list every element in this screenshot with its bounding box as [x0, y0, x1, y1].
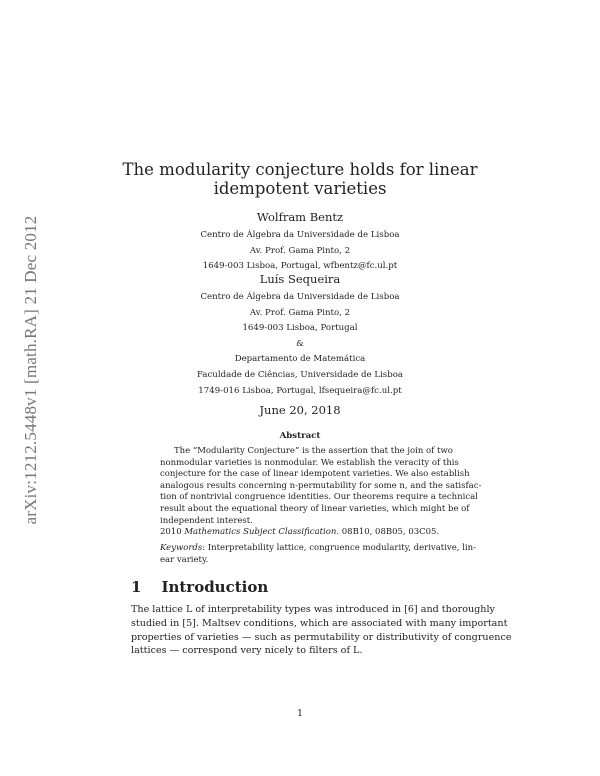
- author-affiliation: [0, 228, 600, 275]
- section-heading: [131, 578, 268, 596]
- abstract-line: The “Modularity Conjecture” is the assertion that the join of two: [174, 446, 453, 456]
- affiliation-line: Faculdade de Ciências, Universidade de Lisboa: [196, 369, 404, 380]
- affiliation-line: Centro de Álgebra da Universidade de Lisboa: [200, 230, 400, 240]
- affiliation-line: 1649-003 Lisboa, Portugal, wfbentz@fc.ul.pt: [202, 261, 398, 271]
- msc-year: 2010: [160, 527, 182, 537]
- affiliation-line: 1649-003 Lisboa, Portugal: [242, 323, 358, 334]
- body-line: studied in [5]. Maltsev conditions, which are associated with many important: [131, 617, 508, 629]
- affiliation-line: &: [296, 338, 304, 349]
- affiliation-line: Av. Prof. Gama Pinto, 2: [249, 307, 351, 318]
- affiliation-line: 1749-016 Lisboa, Portugal, lfsequeira@fc.ul.pt: [198, 385, 402, 396]
- abstract-line: independent interest.: [160, 515, 253, 526]
- abstract-line: result about the equational theory of linear varieties, which might be of: [160, 503, 470, 514]
- keywords-line: ear variety.: [160, 554, 209, 565]
- paper-date: June 20, 2018: [259, 403, 341, 417]
- title-line: The modularity conjecture holds for linear: [122, 160, 478, 179]
- keywords: [160, 543, 476, 566]
- section-title: Introduction: [161, 578, 269, 596]
- title-line: idempotent varieties: [213, 179, 387, 198]
- msc-label: Mathematics Subject Classification.: [184, 527, 340, 537]
- body-line: The lattice L of interpretability types was introduced in [6] and thoroughly: [131, 604, 495, 615]
- page-number: 1: [296, 708, 304, 719]
- author-name: Luís Sequeira: [259, 272, 341, 286]
- arxiv-side-label: arXiv:1212.5448v1 [math.RA] 21 Dec 2012: [21, 215, 40, 525]
- abstract-text: [160, 446, 482, 527]
- affiliation-line: Departamento de Matemática: [234, 354, 366, 365]
- abstract-line: nonmodular varieties is nonmodular. We establish the veracity of this: [160, 457, 459, 468]
- abstract-line: analogous results concerning n-permutability for some n, and the satisfac-: [160, 480, 482, 491]
- author-name: Wolfram Bentz: [256, 210, 344, 224]
- msc-classification: [160, 527, 448, 539]
- abstract-heading: Abstract: [279, 431, 321, 441]
- affiliation-line: Av. Prof. Gama Pinto, 2: [249, 245, 351, 256]
- author-affiliation: [0, 290, 600, 399]
- keywords-label: Keywords: [160, 543, 203, 553]
- paper-title: [0, 160, 600, 198]
- abstract-line: conjecture for the case of linear idempotent varieties. We also establish: [160, 469, 470, 480]
- abstract-line: tion of nontrivial congruence identities. Our theorems require a technical: [160, 492, 478, 503]
- section-number: 1: [131, 578, 142, 596]
- msc-codes: 08B10, 08B05, 03C05.: [341, 527, 440, 537]
- keywords-line: : Interpretability lattice, congruence modularity, derivative, lin-: [202, 543, 476, 553]
- body-line: properties of varieties — such as permutability or distributivity of congruence: [131, 631, 512, 643]
- affiliation-line: Centro de Álgebra da Universidade de Lisboa: [200, 292, 400, 302]
- body-line: lattices — correspond very nicely to filters of L.: [131, 645, 363, 657]
- intro-paragraph: [131, 603, 512, 658]
